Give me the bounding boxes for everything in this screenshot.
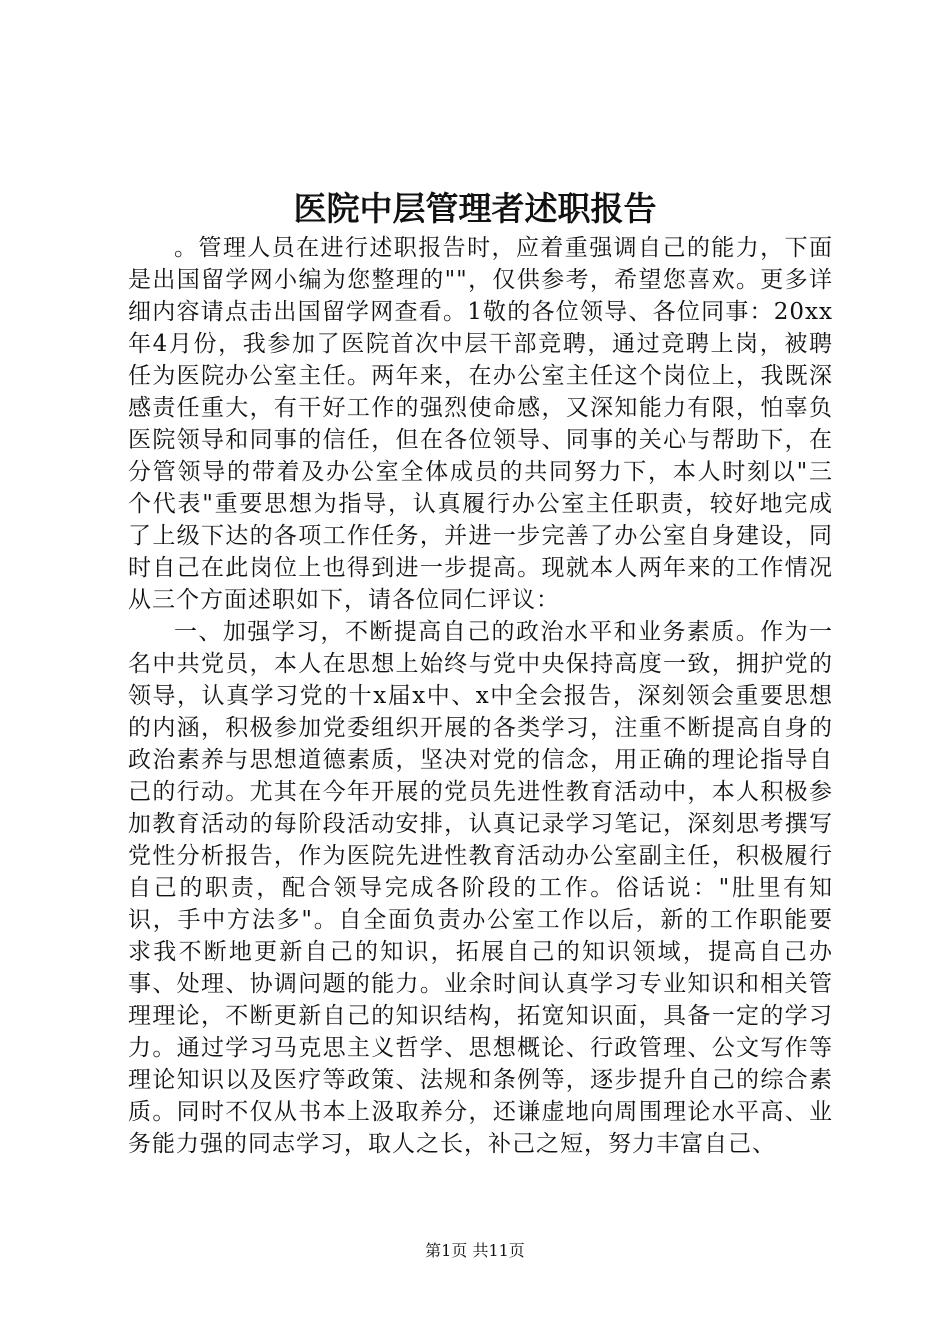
paragraph-section-1: 一、加强学习，不断提高自己的政治水平和业务素质。作为一名中共党员，本人在思想上始终与党中央保持高度一致，拥护党的领导，认真学习党的十x届x中、x中全会报告，深刻领会重要思想的内涵，积极参加党委组织开展的各类学习，注重不断提高自身的政治素养与思想道德素质，坚决对党的信念，用正确的理论指导自己的行动。尤其在今年开展的党员先进性教育活动中，本人积极参加教育活动的每阶段活动安排，认真记录学习笔记，深刻思考撰写党性分析报告，作为医院先进性教育活动办公室副主任，积极履行自己的职责，配合领导完成各阶段的工作。俗话说："肚里有知识，手中方法多"。自全面负责办公室工作以后，新的工作职能要求我不断地更新自己的知识，拓展自己的知识领域，提高自己办事、处理、协调问题的能力。业余时间认真学习专业知识和相关管理理论，不断更新自己的知识结构，拓宽知识面，具备一定的学习力。通过学习马克思主义哲学、思想概论、行政管理、公文写作等理论知识以及医疗等政策、法规和条例等，逐步提升自己的综合素质。同时不仅从书本上汲取养分，还谦虚地向周围理论水平高、业务能力强的同志学习，取人之长，补己之短，努力丰富自己、 <box>128 619 833 1157</box>
page-number-footer: 第1页 共11页 <box>425 1241 525 1260</box>
page-title: 医院中层管理者述职报告 <box>293 189 657 228</box>
paragraph-intro: 。管理人员在进行述职报告时，应着重强调自己的能力，下面是出国留学网小编为您整理的""，仅供参考，希望您喜欢。更多详细内容请点击出国留学网查看。1敬的各位领导、各位同事：20xx年4月份，我参加了医院首次中层干部竞聘，通过竞聘上岗，被聘任为医院办公室主任。两年来，在办公室主任这个岗位上，我既深感责任重大，有干好工作的强烈使命感，又深知能力有限，怕辜负医院领导和同事的信任，但在各位领导、同事的关心与帮助下，在分管领导的带着及办公室全体成员的共同努力下，本人时刻以"三个代表"重要思想为指导，认真履行办公室主任职责，较好地完成了上级下达的各项工作任务，并进一步完善了办公室自身建设，同时自己在此岗位上也得到进一步提高。现就本人两年来的工作情况从三个方面述职如下，请各位同仁评议： <box>128 235 833 613</box>
document-body <box>128 232 833 1160</box>
